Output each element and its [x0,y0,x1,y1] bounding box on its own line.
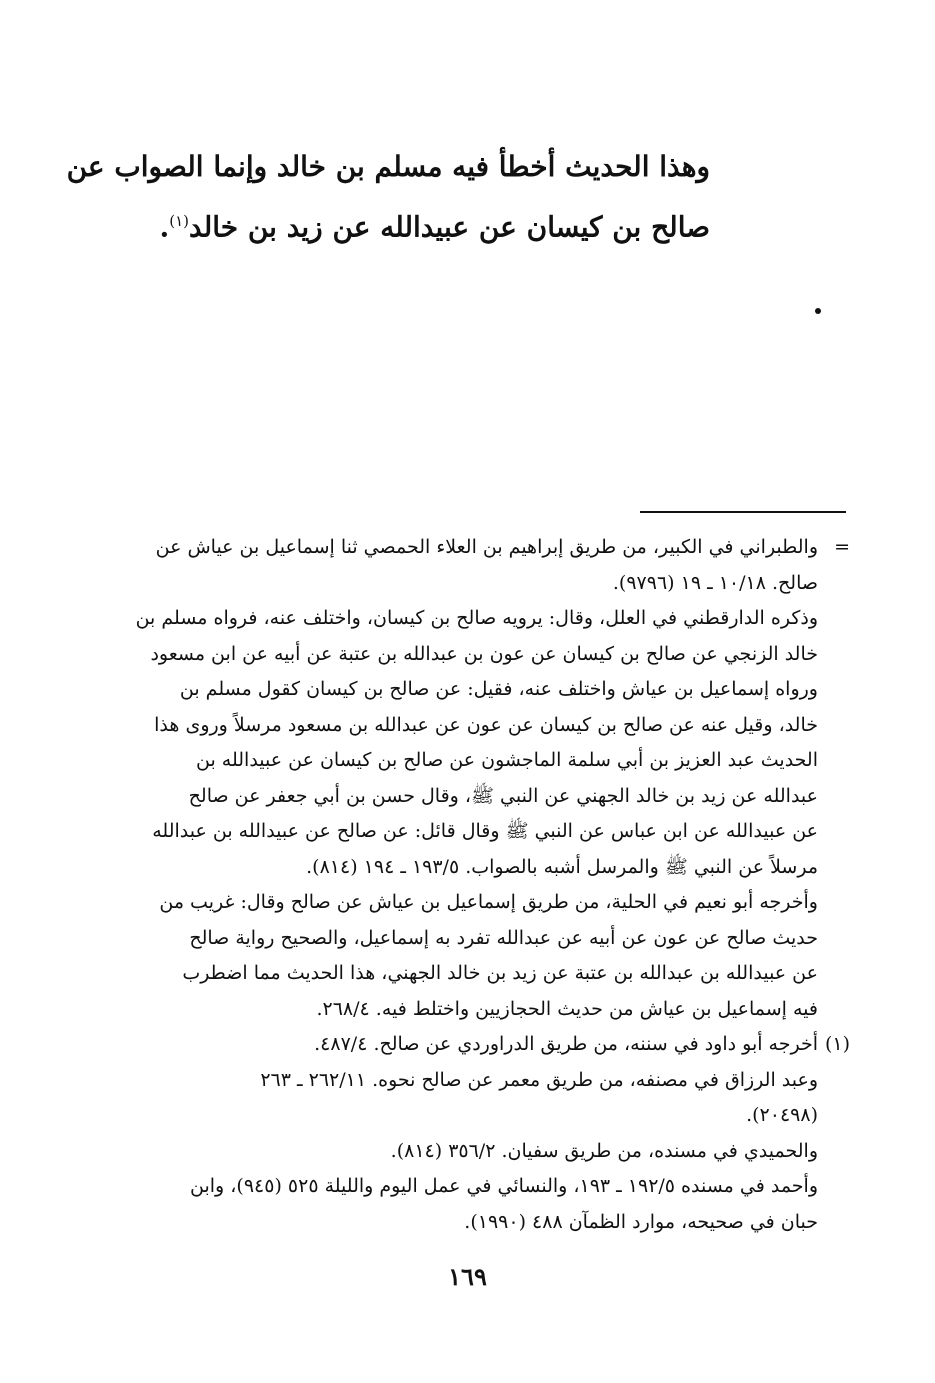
footnote-reference[interactable]: (١) [169,212,190,230]
main-text-line-1: وهذا الحديث أخطأ فيه مسلم بن خالد وإنما الصواب عن [66,150,710,183]
footnote-separator [640,511,846,513]
footnote-line: خالد الزنجي عن صالح بن كيسان عن عون بن عبدالله بن عتبة عن أبيه عن ابن مسعود [150,642,818,665]
footnote-line: حبان في صحيحه، موارد الظمآن ٤٨٨ (١٩٩٠). [464,1210,818,1233]
footnote-line: وذكره الدارقطني في العلل، وقال: يرويه صالح بن كيسان، واختلف عنه، فرواه مسلم بن [135,607,818,629]
footnote-line: خالد، وقيل عنه عن صالح بن كيسان عن عون عن عبدالله بن مسعود مرسلاً وروى هذا [154,713,818,736]
main-text-block [66,140,710,254]
footnote-line: والحميدي في مسنده، من طريق سفيان. ٣٥٦/٢ (٨١٤). [390,1139,818,1162]
footnote-line: صالح. ١٠/١٨ ـ ١٩ (٩٧٩٦). [612,571,818,594]
stray-dot [815,308,821,314]
footnote-line: فيه إسماعيل بن عياش من حديث الحجازيين واختلط فيه. ٢٦٨/٤. [316,997,818,1020]
footnote-number: (١) [824,1033,850,1055]
footnote-line: الحديث عبد العزيز بن أبي سلمة الماجشون عن صالح بن كيسان عن عبيدالله بن [195,749,818,771]
footnote-line: حديث صالح عن عون عن أبيه عن عبدالله تفرد به إسماعيل، والصحيح رواية صالح [189,926,818,949]
continuation-mark: = [834,536,850,558]
footnote-line: ورواه إسماعيل بن عياش واختلف عنه، فقيل: عن صالح بن كيسان كقول مسلم بن [179,678,818,700]
footnote-line: وأحمد في مسنده ١٩٢/٥ ـ ١٩٣، والنسائي في عمل اليوم والليلة ٥٢٥ (٩٤٥)، وابن [190,1175,818,1197]
footnote-1-line: (١)أخرجه أبو داود في سننه، من طريق الدراوردي عن صالح. ٤٨٧/٤. [120,1027,850,1063]
page-number: ١٦٩ [448,1262,487,1291]
main-text-line-2-body: صالح بن كيسان عن عبيدالله عن زيد بن خالد [189,210,710,244]
footnote-line: (٢٠٤٩٨). [746,1104,818,1126]
main-text-line-2 [120,194,710,254]
main-text-end-punct: . [159,210,170,244]
footnote-line: وأخرجه أبو نعيم في الحلية، من طريق إسماعيل بن عياش عن صالح وقال: غريب من [159,891,818,913]
footnote-line: مرسلاً عن النبي ﷺ والمرسل أشبه بالصواب. ١٩٣/٥ ـ ١٩٤ (٨١٤). [306,855,818,878]
footnote-line: عن عبيدالله بن عبدالله بن عتبة عن زيد بن خالد الجهني، هذا الحديث مما اضطرب [182,962,818,984]
footnotes-block [120,530,850,1240]
footnote-line: عن عبيدالله عن ابن عباس عن النبي ﷺ وقال قائل: عن صالح عن عبيدالله بن عبدالله [152,820,818,842]
footnote-line: =والطبراني في الكبير، من طريق إبراهيم بن العلاء الحمصي ثنا إسماعيل بن عياش عن [120,530,850,566]
footnote-line: وعبد الرزاق في مصنفه، من طريق معمر عن صالح نحوه. ٢٦٢/١١ ـ ٢٦٣ [260,1068,818,1091]
footnote-line: عبدالله عن زيد بن خالد الجهني عن النبي ﷺ، وقال حسن بن أبي جعفر عن صالح [188,784,818,807]
